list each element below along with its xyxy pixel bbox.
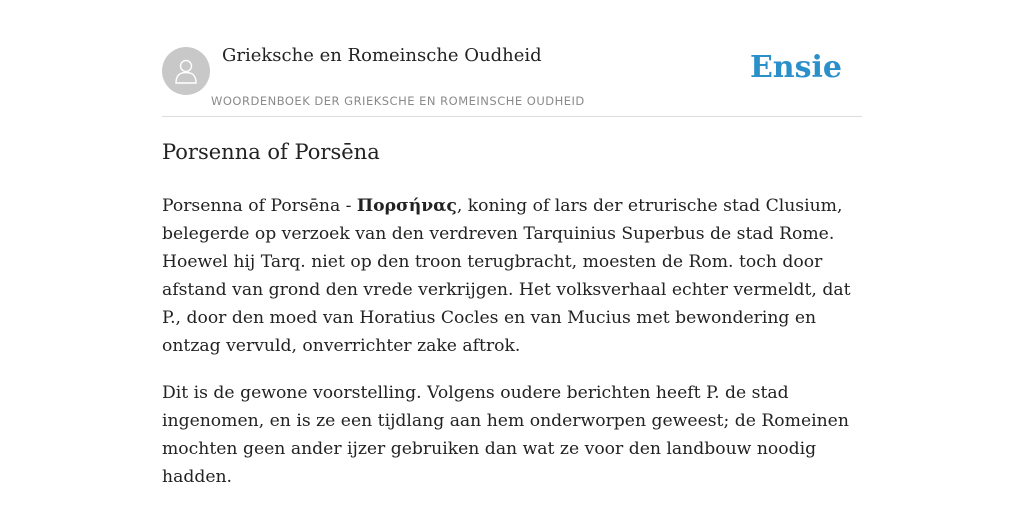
source-avatar[interactable] xyxy=(162,47,210,95)
article-body xyxy=(162,192,862,510)
ensie-logo[interactable]: Ensie xyxy=(749,50,842,85)
paragraph-definition xyxy=(162,192,862,360)
user-icon xyxy=(174,57,198,85)
definition-text: , koning of lars der etrurische stad Clusium, belegerde op verzoek van den verdreven Tarquinius Superbus de stad Rome. Hoewel hij Tarq. niet op den troon terugbracht, moesten de Rom. toch door afstand van grond den vrede verkrijgen. Het volksverhaal echter vermeldt, dat P., door den moed van Horatius Cocles en van Mucius met bewondering en ontzag vervuld, onverrichter zake aftrok. xyxy=(162,196,851,356)
greek-term: Πορσήνας xyxy=(356,196,457,216)
page xyxy=(162,0,862,512)
paragraph-continued: Dit is de gewone voorstelling. Volgens oudere berichten heeft P. de stad ingenomen, en is ze een tijdlang aan hem onderworpen geweest; de Romeinen mochten geen ander ijzer gebruiken dan wat ze voor den landbouw noodig hadden. xyxy=(162,383,849,487)
article-title: Porsenna of Porsēna xyxy=(162,140,380,164)
source-title[interactable]: Grieksche en Romeinsche Oudheid xyxy=(222,45,542,66)
term-separator: - xyxy=(340,196,357,216)
source-subtitle: WOORDENBOEK DER GRIEKSCHE EN ROMEINSCHE OUDHEID xyxy=(211,94,585,108)
term: Porsenna of Porsēna xyxy=(162,196,341,216)
header xyxy=(162,0,862,117)
